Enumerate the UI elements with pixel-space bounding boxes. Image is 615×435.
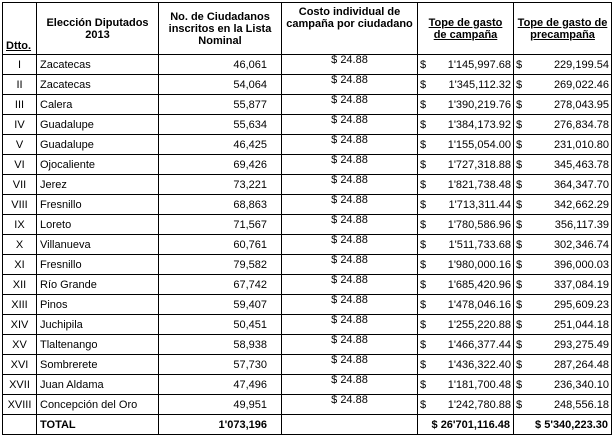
precampana-value: 287,264.48: [553, 358, 609, 371]
tope-value: 1'466,377.44: [447, 338, 511, 351]
tope-value: 1'821,738.48: [447, 178, 511, 191]
tope-value: 1'390,219.76: [447, 98, 511, 111]
ciudadanos-cell: 49,951: [159, 395, 282, 415]
currency-symbol: $: [420, 318, 427, 331]
total-ciudadanos: 1'073,196: [159, 415, 282, 435]
dtto-cell: V: [3, 135, 37, 155]
ciudadanos-cell: 69,426: [159, 155, 282, 175]
tope-cell: [418, 335, 514, 355]
precampana-cell: [514, 235, 612, 255]
header-ciudadanos: No. de Ciudadanos inscritos en la Lista Nominal: [159, 3, 282, 55]
precampana-cell: [514, 395, 612, 415]
precampana-value: 248,556.18: [553, 398, 609, 411]
currency-symbol: $: [420, 298, 427, 311]
dtto-cell: VII: [3, 175, 37, 195]
municipio-cell: Guadalupe: [37, 135, 159, 155]
currency-symbol: $: [420, 178, 427, 191]
currency-symbol: $: [420, 78, 427, 91]
municipio-cell: Sombrerete: [37, 355, 159, 375]
municipio-cell: Río Grande: [37, 275, 159, 295]
ciudadanos-cell: 79,582: [159, 255, 282, 275]
currency-symbol: $: [516, 158, 523, 171]
municipio-cell: Ojocaliente: [37, 155, 159, 175]
ciudadanos-cell: 47,496: [159, 375, 282, 395]
total-tope: $ 26'701,116.48: [418, 415, 514, 435]
currency-symbol: $: [516, 398, 523, 411]
municipio-cell: Fresnillo: [37, 255, 159, 275]
currency-symbol: $: [420, 358, 427, 371]
municipio-cell: Guadalupe: [37, 115, 159, 135]
currency-symbol: $: [516, 298, 523, 311]
currency-symbol: $: [420, 258, 427, 271]
precampana-cell: [514, 355, 612, 375]
currency-symbol: $: [420, 138, 427, 151]
tope-value: 1'713,311.44: [448, 198, 511, 211]
ciudadanos-cell: 71,567: [159, 215, 282, 235]
total-costo-cell: [282, 415, 418, 435]
currency-symbol: $: [420, 58, 427, 71]
municipio-cell: Zacatecas: [37, 75, 159, 95]
ciudadanos-cell: 54,064: [159, 75, 282, 95]
precampana-value: 229,199.54: [553, 58, 609, 71]
precampana-value: 364,347.70: [553, 178, 609, 191]
dtto-cell: IX: [3, 215, 37, 235]
ciudadanos-cell: 60,761: [159, 235, 282, 255]
dtto-cell: IV: [3, 115, 37, 135]
precampana-cell: [514, 295, 612, 315]
costo-cell: $ 24.88: [282, 95, 418, 115]
table-row: [3, 275, 612, 295]
precampana-cell: [514, 335, 612, 355]
table-row: [3, 175, 612, 195]
costo-cell: $ 24.88: [282, 275, 418, 295]
currency-symbol: $: [516, 138, 523, 151]
currency-symbol: $: [516, 378, 523, 391]
currency-symbol: $: [420, 158, 427, 171]
precampana-cell: [514, 315, 612, 335]
currency-symbol: $: [516, 178, 523, 191]
currency-symbol: $: [516, 198, 523, 211]
tope-cell: [418, 235, 514, 255]
tope-value: 1'727,318.88: [447, 158, 511, 171]
currency-symbol: $: [420, 338, 427, 351]
ciudadanos-cell: 46,061: [159, 55, 282, 75]
precampana-value: 396,000.03: [553, 258, 609, 271]
table-row: [3, 235, 612, 255]
header-dtto: Dtto.: [3, 3, 37, 55]
currency-symbol: $: [516, 338, 523, 351]
ciudadanos-cell: 59,407: [159, 295, 282, 315]
tope-value: 1'145,997.68: [447, 58, 511, 71]
tope-cell: [418, 395, 514, 415]
precampana-value: 251,044.18: [553, 318, 609, 331]
total-row: [3, 415, 612, 435]
tope-cell: [418, 255, 514, 275]
ciudadanos-cell: 67,742: [159, 275, 282, 295]
dtto-cell: XVIII: [3, 395, 37, 415]
municipio-cell: Tlaltenango: [37, 335, 159, 355]
currency-symbol: $: [516, 238, 523, 251]
tope-value: 1'436,322.40: [447, 358, 511, 371]
table-row: [3, 75, 612, 95]
currency-symbol: $: [516, 78, 523, 91]
precampana-cell: [514, 55, 612, 75]
municipio-cell: Loreto: [37, 215, 159, 235]
tope-value: 1'780,586.96: [447, 218, 511, 231]
precampana-cell: [514, 195, 612, 215]
tope-cell: [418, 175, 514, 195]
precampana-cell: [514, 255, 612, 275]
precampana-value: 236,340.10: [553, 378, 609, 391]
precampana-value: 295,609.23: [553, 298, 609, 311]
dtto-cell: XIV: [3, 315, 37, 335]
municipio-cell: Calera: [37, 95, 159, 115]
currency-symbol: $: [516, 278, 523, 291]
tope-value: 1'384,173.92: [447, 118, 511, 131]
tope-cell: [418, 155, 514, 175]
costo-cell: $ 24.88: [282, 395, 418, 415]
costo-cell: $ 24.88: [282, 55, 418, 75]
tope-value: 1'155,054.00: [447, 138, 511, 151]
tope-value: 1'511,733.68: [448, 238, 511, 251]
header-row: [3, 3, 612, 55]
ciudadanos-cell: 55,877: [159, 95, 282, 115]
costo-cell: $ 24.88: [282, 115, 418, 135]
tope-cell: [418, 75, 514, 95]
precampana-cell: [514, 115, 612, 135]
costo-cell: $ 24.88: [282, 215, 418, 235]
table-row: [3, 355, 612, 375]
costo-cell: $ 24.88: [282, 255, 418, 275]
precampana-value: 276,834.78: [553, 118, 609, 131]
tope-value: 1'980,000.16: [447, 258, 511, 271]
costo-cell: $ 24.88: [282, 375, 418, 395]
currency-symbol: $: [420, 378, 427, 391]
tope-cell: [418, 355, 514, 375]
municipio-cell: Fresnillo: [37, 195, 159, 215]
currency-symbol: $: [516, 58, 523, 71]
header-tope-precampana: Tope de gasto de precampaña: [514, 3, 612, 55]
ciudadanos-cell: 57,730: [159, 355, 282, 375]
dtto-cell: II: [3, 75, 37, 95]
municipio-cell: Juan Aldama: [37, 375, 159, 395]
precampana-value: 293,275.49: [553, 338, 609, 351]
costo-cell: $ 24.88: [282, 355, 418, 375]
table-row: [3, 315, 612, 335]
currency-symbol: $: [420, 118, 427, 131]
municipio-cell: Villanueva: [37, 235, 159, 255]
campaign-spending-table: [2, 2, 612, 435]
tope-cell: [418, 375, 514, 395]
table-row: [3, 255, 612, 275]
currency-symbol: $: [516, 318, 523, 331]
currency-symbol: $: [420, 398, 427, 411]
precampana-value: 231,010.80: [553, 138, 609, 151]
precampana-value: 269,022.46: [553, 78, 609, 91]
table-row: [3, 115, 612, 135]
table-row: [3, 55, 612, 75]
dtto-cell: XI: [3, 255, 37, 275]
currency-symbol: $: [420, 218, 427, 231]
ciudadanos-cell: 58,938: [159, 335, 282, 355]
table-row: [3, 95, 612, 115]
tope-value: 1'255,220.88: [447, 318, 511, 331]
costo-cell: $ 24.88: [282, 315, 418, 335]
table-row: [3, 155, 612, 175]
dtto-cell: XVI: [3, 355, 37, 375]
total-precampana: $ 5'340,223.30: [514, 415, 612, 435]
ciudadanos-cell: 55,634: [159, 115, 282, 135]
currency-symbol: $: [516, 98, 523, 111]
dtto-cell: III: [3, 95, 37, 115]
tope-cell: [418, 135, 514, 155]
header-costo: Costo individual de campaña por ciudadano: [282, 3, 418, 55]
currency-symbol: $: [516, 358, 523, 371]
dtto-cell: XVII: [3, 375, 37, 395]
table-row: [3, 395, 612, 415]
dtto-cell: VI: [3, 155, 37, 175]
tope-cell: [418, 195, 514, 215]
municipio-cell: Zacatecas: [37, 55, 159, 75]
table-row: [3, 135, 612, 155]
tope-cell: [418, 115, 514, 135]
table-row: [3, 215, 612, 235]
costo-cell: $ 24.88: [282, 175, 418, 195]
precampana-cell: [514, 75, 612, 95]
tope-cell: [418, 215, 514, 235]
ciudadanos-cell: 46,425: [159, 135, 282, 155]
currency-symbol: $: [420, 278, 427, 291]
header-tope-campana: Tope de gasto de campaña: [418, 3, 514, 55]
header-eleccion: Elección Diputados 2013: [37, 3, 159, 55]
costo-cell: $ 24.88: [282, 135, 418, 155]
precampana-cell: [514, 95, 612, 115]
tope-value: 1'685,420.96: [447, 278, 511, 291]
municipio-cell: Concepción del Oro: [37, 395, 159, 415]
dtto-cell: X: [3, 235, 37, 255]
precampana-value: 278,043.95: [553, 98, 609, 111]
currency-symbol: $: [516, 218, 523, 231]
municipio-cell: Pinos: [37, 295, 159, 315]
precampana-cell: [514, 135, 612, 155]
currency-symbol: $: [516, 118, 523, 131]
precampana-cell: [514, 175, 612, 195]
tope-cell: [418, 55, 514, 75]
currency-symbol: $: [516, 258, 523, 271]
dtto-cell: I: [3, 55, 37, 75]
tope-value: 1'345,112.32: [448, 78, 511, 91]
municipio-cell: Jerez: [37, 175, 159, 195]
tope-cell: [418, 315, 514, 335]
precampana-value: 302,346.74: [553, 238, 609, 251]
municipio-cell: Juchipila: [37, 315, 159, 335]
dtto-cell: XII: [3, 275, 37, 295]
table-row: [3, 375, 612, 395]
tope-value: 1'478,046.16: [447, 298, 511, 311]
dtto-cell: VIII: [3, 195, 37, 215]
table-row: [3, 335, 612, 355]
precampana-value: 337,084.19: [553, 278, 609, 291]
total-dtto-cell: [3, 415, 37, 435]
costo-cell: $ 24.88: [282, 335, 418, 355]
costo-cell: $ 24.88: [282, 235, 418, 255]
table-row: [3, 195, 612, 215]
dtto-cell: XV: [3, 335, 37, 355]
ciudadanos-cell: 68,863: [159, 195, 282, 215]
precampana-cell: [514, 155, 612, 175]
ciudadanos-cell: 50,451: [159, 315, 282, 335]
precampana-cell: [514, 275, 612, 295]
precampana-value: 342,662.29: [553, 198, 609, 211]
table-row: [3, 295, 612, 315]
currency-symbol: $: [420, 98, 427, 111]
tope-value: 1'242,780.88: [447, 398, 511, 411]
dtto-cell: XIII: [3, 295, 37, 315]
total-label: TOTAL: [37, 415, 159, 435]
costo-cell: $ 24.88: [282, 155, 418, 175]
precampana-value: 345,463.78: [553, 158, 609, 171]
precampana-cell: [514, 215, 612, 235]
costo-cell: $ 24.88: [282, 75, 418, 95]
precampana-cell: [514, 375, 612, 395]
tope-value: 1'181,700.48: [447, 378, 511, 391]
ciudadanos-cell: 73,221: [159, 175, 282, 195]
tope-cell: [418, 275, 514, 295]
precampana-value: 356,117.39: [554, 218, 609, 231]
tope-cell: [418, 295, 514, 315]
currency-symbol: $: [420, 198, 427, 211]
costo-cell: $ 24.88: [282, 295, 418, 315]
currency-symbol: $: [420, 238, 427, 251]
costo-cell: $ 24.88: [282, 195, 418, 215]
tope-cell: [418, 95, 514, 115]
